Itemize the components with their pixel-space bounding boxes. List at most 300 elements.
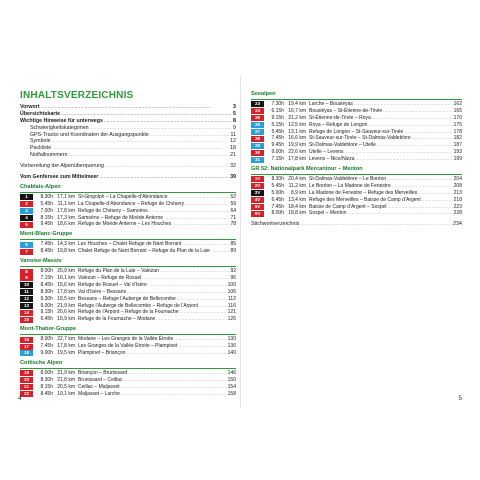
- difficulty-badge: 10: [20, 282, 33, 288]
- difficulty-badge: 27: [251, 129, 264, 135]
- tour-distance: 13,1 km: [288, 128, 306, 135]
- toc-entry-label: Packliste: [30, 145, 52, 152]
- leader-dots: [377, 142, 453, 149]
- page-number-left: 4: [18, 395, 22, 402]
- tour-time: 7.45h: [271, 135, 284, 142]
- toc-entry-page: 18: [230, 145, 236, 152]
- tour-time: 8.30h: [40, 288, 53, 295]
- leader-dots: [178, 343, 226, 350]
- difficulty-badge: 9: [20, 275, 33, 281]
- tour-time: 7.45h: [271, 203, 284, 210]
- tour-distance: 18,5 km: [57, 295, 75, 302]
- leader-dots: [422, 197, 453, 204]
- tour-time: 8.45h: [40, 248, 53, 255]
- tour-distance: 19,1 km: [57, 390, 75, 397]
- leader-dots: [127, 350, 227, 357]
- leader-dots: [404, 129, 452, 136]
- leader-dots: [128, 370, 226, 377]
- tour-entry[interactable]: [20, 268, 236, 275]
- tour-page: 218: [453, 196, 462, 203]
- tour-entry[interactable]: [20, 391, 236, 398]
- tour-name: Baisse de Camp d’Argent – Sospel: [309, 203, 387, 210]
- tour-distance: 20,5 km: [57, 383, 75, 390]
- tour-entry[interactable]: [20, 194, 236, 201]
- tour-time: 8.45h: [40, 281, 53, 288]
- tour-entry[interactable]: [20, 201, 236, 208]
- tour-distance: 19,8 km: [57, 248, 75, 255]
- tour-distance: 20,9 km: [57, 268, 75, 275]
- tour-entry[interactable]: [20, 343, 236, 350]
- difficulty-badge: 4V: [251, 197, 264, 203]
- tour-time: 5.45h: [40, 200, 53, 207]
- tour-name: St-Dalmas-Valdeblore – Utelle: [309, 142, 376, 149]
- tour-page: 146: [227, 369, 236, 376]
- tour-entry[interactable]: [20, 303, 236, 310]
- tour-name: Refuge de l’Arpont – Refuge de la Fournache: [78, 309, 179, 316]
- tour-page: 130: [227, 336, 236, 343]
- toc-entry[interactable]: [20, 174, 236, 181]
- tour-page: 208: [453, 182, 462, 189]
- leader-dots: [418, 190, 453, 197]
- tour-name: Refuge de Chésery – Samoëns: [78, 207, 148, 214]
- leader-dots: [52, 138, 229, 145]
- tour-entry[interactable]: [20, 316, 236, 323]
- tour-time: 8.15h: [40, 214, 53, 221]
- tour-entry[interactable]: [251, 122, 462, 129]
- section-rule: [251, 99, 462, 100]
- tour-entry[interactable]: [251, 156, 462, 163]
- tour-entry[interactable]: [20, 289, 236, 296]
- tour-entry[interactable]: [20, 241, 236, 248]
- tour-time: 8.15h: [40, 383, 53, 390]
- tour-distance: 17,8 km: [57, 207, 75, 214]
- tour-name: St-Dalmas-Valdeblore – Le Boréon: [309, 176, 387, 183]
- tour-time: 5.45h: [271, 182, 284, 189]
- toc-entry[interactable]: [20, 118, 236, 125]
- tour-distance: 20,4 km: [288, 176, 306, 183]
- tour-page: 100: [227, 281, 236, 288]
- tour-name: Val d’Isère – Bessans: [78, 288, 126, 295]
- tour-time: 8.00h: [40, 369, 53, 376]
- leader-dots: [105, 163, 229, 170]
- tour-page: 187: [453, 142, 462, 149]
- tour-distance: 8,9 km: [290, 189, 306, 196]
- tour-distance: 15,9 km: [57, 316, 75, 323]
- leader-dots: [199, 303, 227, 310]
- tour-page: 150: [227, 376, 236, 383]
- tour-entry[interactable]: [20, 384, 236, 391]
- tour-time: 6.45h: [40, 316, 53, 323]
- book-spine: [240, 76, 241, 408]
- toc-entry-label: Stichwortverzeichnis: [251, 221, 300, 228]
- toc-entry-label: Übersichtskarte: [20, 110, 61, 117]
- difficulty-badge: 3: [20, 208, 33, 214]
- tour-name: La Madone de Fenestre – Refuge des Merveilles: [309, 189, 418, 196]
- tour-entry[interactable]: [251, 204, 462, 211]
- tour-page: 158: [227, 390, 236, 397]
- tour-distance: 19,4 km: [288, 101, 306, 107]
- leader-dots: [387, 176, 452, 183]
- tour-time: 8.00h: [40, 336, 53, 343]
- tour-page: 175: [453, 121, 462, 128]
- tour-page: 112: [228, 295, 236, 302]
- difficulty-badge: 22: [20, 391, 33, 397]
- tour-name: Refuge de Longon – St-Sauveur-sur-Tinée: [309, 128, 404, 135]
- toc-entry-page: 21: [230, 152, 236, 159]
- leader-dots: [344, 149, 452, 156]
- tour-distance: 16,6 km: [288, 135, 306, 142]
- difficulty-badge: 18: [20, 350, 33, 356]
- leader-dots: [41, 104, 232, 111]
- toc-entry[interactable]: [20, 125, 236, 132]
- difficulty-badge: 17: [20, 344, 33, 350]
- tour-time: 7.45h: [40, 241, 53, 248]
- toc-entry-label: Notfallnummern: [30, 152, 68, 159]
- leader-dots: [123, 377, 226, 384]
- leader-dots: [121, 391, 227, 398]
- tour-time: 9.00h: [40, 350, 53, 357]
- tour-page: 213: [453, 189, 462, 196]
- leader-dots: [348, 210, 453, 217]
- toc-entry[interactable]: [20, 152, 236, 159]
- tour-time: 8.30h: [40, 193, 53, 200]
- tour-name: Refuge de Moëde Anterne – Les Houches: [78, 221, 172, 228]
- tour-distance: 21,2 km: [288, 114, 306, 121]
- section-heading: Seealpen: [251, 91, 276, 97]
- section-rule: [20, 239, 236, 240]
- tour-time: 7.15h: [40, 275, 53, 282]
- tour-page: 193: [453, 149, 462, 156]
- tour-distance: 17,3 km: [57, 214, 75, 221]
- leader-dots: [177, 296, 227, 303]
- right-page: [247, 76, 466, 408]
- tour-name: Refuge du Plan de la Laie – Valezan: [78, 268, 159, 275]
- tour-page: 64: [230, 207, 236, 214]
- tour-time: 9.00h: [271, 149, 284, 156]
- difficulty-badge: 6V: [251, 211, 264, 217]
- tour-time: 7.00h: [40, 207, 53, 214]
- tour-time: 8.00h: [271, 210, 284, 217]
- leader-dots: [412, 135, 453, 142]
- tour-distance: 21,9 km: [57, 369, 75, 376]
- tour-entry[interactable]: [20, 208, 236, 215]
- tour-page: 165: [453, 107, 462, 114]
- tour-entry[interactable]: [251, 142, 462, 149]
- section-rule: [20, 368, 236, 369]
- tour-time: 7.45h: [40, 343, 53, 350]
- leader-dots: [368, 122, 452, 129]
- tour-page: 126: [227, 316, 236, 323]
- tour-page: 228: [453, 210, 462, 217]
- toc-left: [14, 104, 240, 398]
- difficulty-badge: 5V: [251, 204, 264, 210]
- section-heading: GR 52: Nationalpark Mercantour – Menton: [251, 166, 363, 173]
- leader-dots: [354, 101, 453, 108]
- leader-dots: [169, 194, 230, 201]
- leader-dots: [383, 108, 452, 115]
- leader-dots: [388, 204, 453, 211]
- tour-entry[interactable]: [20, 377, 236, 384]
- tour-time: 8.30h: [40, 376, 53, 383]
- toc-entry-page: 11: [230, 131, 236, 138]
- tour-name: Les Houches – Chalet Refuge de Nant Borrant: [78, 241, 182, 248]
- leader-dots: [68, 152, 229, 159]
- tour-page: 106: [227, 288, 236, 295]
- tour-page: 223: [453, 203, 462, 210]
- leader-dots: [149, 208, 230, 215]
- section-heading: Mont-Blanc-Gruppe: [20, 231, 73, 238]
- leader-dots: [52, 145, 229, 152]
- tour-time: 9.15h: [271, 114, 284, 121]
- toc-entry-label: GPS-Tracks und Koordinaten der Ausgangspunkte: [30, 131, 149, 138]
- tour-name: Briançon – Brunissard: [78, 369, 128, 376]
- section-heading: Chablais-Alpen: [20, 183, 61, 190]
- tour-entry[interactable]: [251, 176, 462, 183]
- tour-name: Bousiéyas – St-Étienne-de-Tinée: [309, 107, 383, 114]
- leader-dots: [174, 336, 226, 343]
- section-rule: [20, 266, 236, 267]
- tour-name: St-Étienne-de-Tinée – Roya: [309, 114, 371, 121]
- tour-name: Refuge de la Fournache – Modane: [78, 316, 156, 323]
- left-page: [14, 76, 240, 408]
- tour-time: 9.30h: [40, 295, 53, 302]
- tour-name: Valezan – Refuge de Rosuel: [78, 275, 142, 282]
- tour-page: 116: [228, 302, 236, 309]
- tour-time: 5.00h: [271, 189, 284, 196]
- difficulty-badge: 12: [20, 296, 33, 302]
- difficulty-badge: 24: [251, 108, 264, 114]
- tour-entry[interactable]: [20, 248, 236, 255]
- toc-entry[interactable]: [20, 145, 236, 152]
- difficulty-badge: 25: [251, 115, 264, 121]
- tour-distance: 18,6 km: [57, 221, 75, 228]
- tour-distance: 12,5 km: [288, 121, 306, 128]
- tour-entry[interactable]: [20, 215, 236, 222]
- tour-name: Modane – Les Granges de la Vallée Étroite: [78, 336, 174, 343]
- difficulty-badge: 3V: [251, 190, 264, 196]
- tour-name: La Chapelle-d’Abondance – Refuge de Chésery: [78, 200, 185, 207]
- difficulty-badge: 23: [251, 101, 264, 107]
- tour-page: 96: [230, 275, 236, 282]
- leader-dots: [211, 248, 230, 255]
- toc-entry[interactable]: [20, 163, 236, 170]
- tour-name: Samoëns – Refuge de Moëde Anterne: [78, 214, 164, 221]
- tour-distance: 17,8 km: [57, 343, 75, 350]
- toc-entry[interactable]: [251, 221, 462, 228]
- tour-page: 78: [230, 221, 236, 228]
- tour-page: 154: [227, 383, 236, 390]
- tour-distance: 15,6 km: [57, 281, 75, 288]
- toc-entry-label: Vorbereitung der Alpenüberquerung: [20, 163, 104, 170]
- tour-page: 170: [453, 114, 462, 121]
- tour-page: 199: [453, 156, 462, 163]
- leader-dots: [180, 309, 227, 316]
- section-heading: Mont-Thabor-Gruppe: [20, 326, 76, 333]
- tour-time: 6.45h: [271, 196, 284, 203]
- toc-entry-label: Vorwort: [20, 103, 40, 110]
- tour-entry[interactable]: [20, 275, 236, 282]
- tour-distance: 19,9 km: [288, 142, 306, 149]
- tour-page: 121: [227, 309, 236, 316]
- toc-entry-page: 39: [230, 174, 236, 180]
- tour-page: 136: [227, 343, 236, 350]
- tour-entry[interactable]: [20, 221, 236, 228]
- difficulty-badge: 16: [20, 337, 33, 343]
- toc-entry-page: 5: [233, 110, 236, 117]
- tour-page: 162: [453, 101, 462, 107]
- tour-time: 9.15h: [40, 309, 53, 316]
- tour-distance: 11,2 km: [288, 182, 306, 189]
- page-title: INHALTSVERZEICHNIS: [20, 90, 134, 101]
- tour-entry[interactable]: [251, 115, 462, 122]
- tour-entry[interactable]: [251, 190, 462, 197]
- tour-entry[interactable]: [251, 129, 462, 136]
- toc-entry[interactable]: [20, 111, 236, 118]
- difficulty-badge: 30: [251, 150, 264, 156]
- tour-page: 52: [230, 193, 236, 200]
- leader-dots: [372, 115, 453, 122]
- toc-entry[interactable]: [20, 104, 236, 111]
- tour-entry[interactable]: [251, 197, 462, 204]
- tour-entry[interactable]: [251, 183, 462, 190]
- tour-entry[interactable]: [20, 370, 236, 377]
- tour-distance: 17,8 km: [57, 288, 75, 295]
- leader-dots: [356, 156, 453, 163]
- difficulty-badge: 2: [20, 201, 33, 207]
- leader-dots: [172, 221, 229, 228]
- tour-entry[interactable]: [251, 108, 462, 115]
- tour-entry[interactable]: [20, 350, 236, 357]
- tour-distance: 14,3 km: [57, 241, 75, 248]
- tour-name: Refuge des Merveilles – Baisse de Camp d’Argent: [309, 196, 421, 203]
- leader-dots: [90, 125, 232, 132]
- leader-dots: [127, 289, 227, 296]
- section-rule: [251, 174, 462, 175]
- tour-distance: 17,8 km: [288, 156, 306, 163]
- toc-entry-label: Wichtige Hinweise für unterwegs: [20, 117, 103, 124]
- tour-time: 5.15h: [271, 121, 284, 128]
- difficulty-badge: 26: [251, 122, 264, 128]
- leader-dots: [61, 111, 232, 118]
- tour-distance: 17,1 km: [57, 193, 75, 200]
- difficulty-badge: 1: [20, 194, 33, 200]
- tour-entry[interactable]: [251, 210, 462, 217]
- difficulty-badge: 20: [20, 377, 33, 383]
- tour-name: Chalet Refuge de Nant Borrant – Refuge du Plan de la Laie: [78, 248, 210, 255]
- tour-time: 7.30h: [271, 101, 284, 107]
- tour-entry[interactable]: [251, 101, 462, 108]
- difficulty-badge: 4: [20, 215, 33, 221]
- tour-time: 9.45h: [40, 221, 53, 228]
- leader-dots: [100, 174, 230, 181]
- toc-right: [247, 76, 466, 228]
- tour-name: Brunissard – Ceillac: [78, 376, 123, 383]
- tour-name: Levens – Nice/Nizza: [309, 156, 355, 163]
- difficulty-badge: 14: [20, 310, 33, 316]
- difficulty-badge: 11: [20, 289, 33, 295]
- difficulty-badge: 29: [251, 143, 264, 149]
- section-rule: [20, 192, 236, 193]
- leader-dots: [392, 183, 453, 190]
- tour-name: Les Granges de la Vallée Étroite – Plampinet: [78, 343, 178, 350]
- difficulty-badge: 15: [20, 317, 33, 323]
- difficulty-badge: 28: [251, 136, 264, 142]
- tour-page: 204: [453, 176, 462, 183]
- tour-name: Refuge l’Auberge de Bellecombe – Refuge de l’Arpont: [78, 302, 199, 309]
- toc-entry[interactable]: [20, 138, 236, 145]
- tour-name: Refuge de Rosuel – Val d’Isère: [78, 281, 147, 288]
- section-heading: Vanoise-Massiv: [20, 258, 62, 265]
- tour-distance: 18,4 km: [288, 203, 306, 210]
- tour-time: 9.45h: [271, 142, 284, 149]
- difficulty-badge: 21: [20, 384, 33, 390]
- leader-dots: [156, 316, 226, 323]
- tour-page: 59: [230, 200, 236, 207]
- difficulty-badge: 13: [20, 303, 33, 309]
- toc-entry-page: 12: [230, 138, 236, 145]
- tour-name: St-Gingolph – La Chapelle-d’Abondance: [78, 193, 168, 200]
- difficulty-badge: 6: [20, 242, 33, 248]
- tour-distance: 21,8 km: [57, 376, 75, 383]
- tour-name: Larche – Bousiéyas: [309, 101, 353, 107]
- toc-entry-page: 8: [233, 117, 236, 124]
- difficulty-badge: 8: [20, 269, 33, 275]
- section-heading: Cottische Alpen: [20, 359, 63, 366]
- leader-dots: [150, 132, 230, 139]
- toc-entry-label: Vom Genfersee zum Mittelmeer: [20, 174, 99, 180]
- tour-name: Ceillac – Maljasset: [78, 383, 120, 390]
- tour-distance: 19,5 km: [57, 350, 75, 357]
- difficulty-badge: 1V: [251, 176, 264, 182]
- toc-entry[interactable]: [20, 132, 236, 139]
- leader-dots: [182, 241, 229, 248]
- leader-dots: [185, 201, 229, 208]
- tour-distance: 22,6 km: [288, 149, 306, 156]
- tour-distance: 21,9 km: [57, 302, 75, 309]
- tour-entry[interactable]: [251, 149, 462, 156]
- tour-distance: 20,6 km: [57, 309, 75, 316]
- tour-entry[interactable]: [20, 296, 236, 303]
- tour-name: Roya – Refuge de Longon: [309, 121, 368, 128]
- tour-page: 85: [230, 241, 236, 248]
- difficulty-badge: 31: [251, 157, 264, 163]
- toc-entry-page: 9: [233, 124, 236, 131]
- tour-time: 6.15h: [271, 107, 284, 114]
- leader-dots: [148, 282, 227, 289]
- tour-page: 71: [230, 214, 236, 221]
- tour-name: Maljasset – Larche: [78, 390, 120, 397]
- tour-entry[interactable]: [251, 135, 462, 142]
- tour-page: 182: [453, 135, 462, 142]
- difficulty-badge: 7: [20, 249, 33, 255]
- tour-entry[interactable]: [20, 309, 236, 316]
- tour-distance: 22,7 km: [57, 336, 75, 343]
- tour-distance: 16,1 km: [57, 275, 75, 282]
- tour-distance: 18,8 km: [288, 210, 306, 217]
- tour-time: 9.00h: [40, 302, 53, 309]
- leader-dots: [160, 268, 230, 275]
- toc-entry-label: Symbole: [30, 138, 51, 145]
- tour-page: 89: [230, 248, 236, 255]
- toc-entry-page: 32: [230, 163, 236, 170]
- difficulty-badge: 19: [20, 370, 33, 376]
- tour-name: St-Sauveur-sur-Tinée – St-Dalmas-Valdeblore: [309, 135, 411, 142]
- toc-entry-label: Schwierigkeitskategorien: [30, 124, 89, 131]
- tour-entry[interactable]: [20, 282, 236, 289]
- difficulty-badge: 5: [20, 222, 33, 228]
- tour-time: 8.45h: [40, 390, 53, 397]
- tour-name: Plampinet – Briançon: [78, 350, 126, 357]
